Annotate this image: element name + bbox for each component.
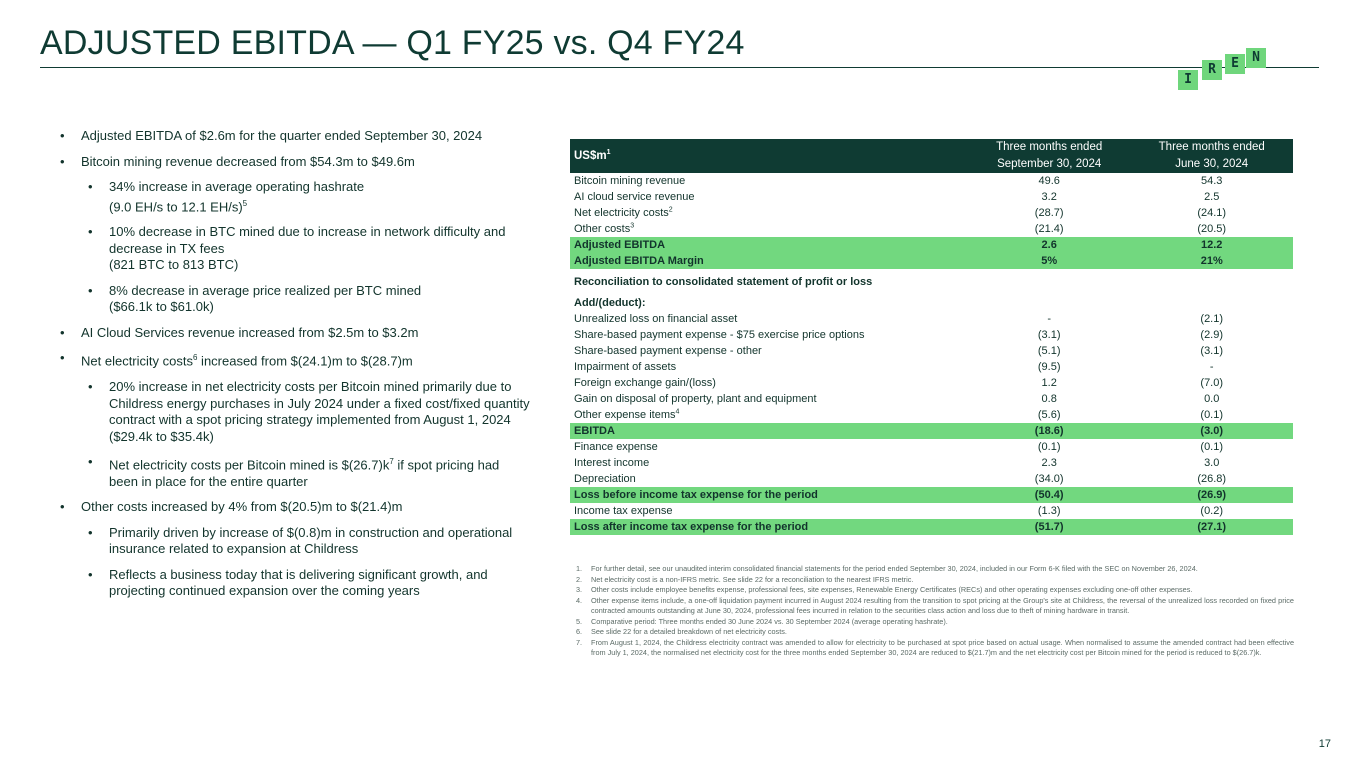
title-divider	[40, 67, 1319, 68]
row-value: (3.0)	[1130, 423, 1293, 439]
footnote-ref: 5	[242, 198, 248, 208]
list-item: • AI Cloud Services revenue increased from $2.5m to $3.2m	[60, 325, 530, 342]
row-value: 21%	[1130, 253, 1293, 269]
row-label: Bitcoin mining revenue	[574, 175, 686, 187]
row-value: (2.1)	[1200, 313, 1224, 325]
row-value: 49.6	[1038, 175, 1060, 187]
list-item	[60, 379, 530, 445]
list-item	[60, 224, 530, 274]
table-row	[570, 221, 1293, 237]
list-item: • Other costs increased by 4% from $(20.5)m to $(21.4)m	[60, 499, 530, 516]
row-label: Adjusted EBITDA	[570, 237, 968, 253]
row-label-text: Other expense items	[574, 409, 676, 421]
row-value: (7.0)	[1200, 377, 1224, 389]
table-row	[570, 503, 1293, 519]
row-value: (1.3)	[1037, 505, 1061, 517]
footnote-text: Comparative period: Three months ended 30 June 2024 vs. 30 September 2024 (average operating hashrate).	[591, 616, 948, 626]
row-value: (0.2)	[1200, 505, 1224, 517]
list-item	[60, 454, 530, 490]
table-row-highlight	[570, 237, 1293, 253]
column-header-q1-fy25-date: September 30, 2024	[968, 156, 1131, 173]
list-item-text: Net electricity costs per Bitcoin mined is $(26.7)k	[109, 457, 390, 473]
list-item: • Bitcoin mining revenue decreased from $54.3m to $49.6m	[60, 154, 530, 171]
row-value: (21.4)	[1034, 223, 1064, 235]
row-value: (20.5)	[1197, 223, 1227, 235]
footnote	[576, 627, 1294, 638]
row-value: 3.2	[1041, 191, 1057, 203]
table-row	[570, 439, 1293, 455]
row-value: -	[1047, 313, 1051, 325]
highlights-list	[60, 128, 530, 609]
table-row	[570, 359, 1293, 375]
list-item-text: (821 BTC to 813 BTC)	[109, 257, 239, 273]
list-item-text: Net electricity costs	[81, 353, 193, 369]
table-row	[570, 311, 1293, 327]
table-row	[570, 189, 1293, 205]
list-item-text: 34% increase in average operating hashrate	[109, 179, 365, 194]
footnote	[576, 585, 1294, 596]
footnote-number: 6.	[576, 627, 583, 636]
footnote-ref: 4	[675, 408, 680, 416]
footnote-text: See slide 22 for a detailed breakdown of net electricity costs.	[591, 627, 787, 636]
list-item	[60, 179, 530, 215]
row-value: (51.7)	[968, 519, 1131, 535]
row-value: 3.0	[1204, 457, 1220, 469]
row-label: Gain on disposal of property, plant and equipment	[574, 393, 817, 405]
table-section-heading	[570, 295, 1293, 311]
list-item-text: 8% decrease in average price realized per BTC mined	[109, 282, 422, 298]
row-label: Foreign exchange gain/(loss)	[574, 377, 716, 389]
list-item-text: ($66.1k to $61.0k)	[109, 299, 214, 315]
column-header-q4-fy24-date: June 30, 2024	[1130, 156, 1293, 173]
footnote-ref: 6	[192, 353, 198, 363]
row-label: Interest income	[574, 457, 650, 469]
footnote-text: From August 1, 2024, the Childress electricity contract was amended to allow for electricity to be purchased at spot price based on actual usage. When normalised to assume the amended contract had been effective from July 1, 2024, the normalised net electricity cost for the three months ended September 30, 2024 are reduced to $(21.7)m and the net electricity cost per Bitcoin mined for the period is reduced to $(26.7)k.	[591, 637, 1294, 657]
row-value: 54.3	[1201, 175, 1223, 187]
table-row-highlight	[570, 253, 1293, 269]
list-item-text: if spot pricing had been in place for the entire quarter	[109, 457, 500, 489]
list-item-text: 20% increase in net electricity costs per Bitcoin mined primarily due to Childress energy purchases in July 2024 under a fixed cost/fixed quantity contract with a spot pricing strategy implemented from August 1, 2024	[109, 379, 530, 428]
row-value: (50.4)	[968, 487, 1131, 503]
units-label: US$m	[574, 149, 607, 162]
footnote-text: Net electricity cost is a non-IFRS metric. See slide 22 for a reconciliation to the nearest IFRS metric.	[591, 574, 914, 584]
row-value: 1.2	[1041, 377, 1057, 389]
row-value: -	[1209, 361, 1214, 373]
footnote-number: 1.	[576, 564, 583, 573]
row-label: Impairment of assets	[574, 361, 677, 373]
row-label: Depreciation	[574, 473, 636, 485]
row-label: Adjusted EBITDA Margin	[570, 253, 968, 269]
footnote-ref: 7	[389, 457, 394, 467]
row-label	[570, 407, 968, 423]
footnote-number: 4.	[576, 595, 583, 605]
row-value: (2.9)	[1200, 329, 1224, 341]
footnote-text: For further detail, see our unaudited interim consolidated financial statements for the period ended September 30, 2024, included in our Form 6-K filed with the SEC on November 26, 2024.	[591, 564, 1198, 573]
column-header-q4-fy24: Three months ended	[1130, 139, 1293, 156]
section-heading: Add/(deduct):	[574, 297, 646, 309]
footnote	[576, 638, 1294, 659]
table-row	[570, 173, 1293, 189]
row-value: 0.0	[1204, 393, 1220, 405]
footnote-number: 3.	[576, 585, 583, 594]
table-row-highlight	[570, 487, 1293, 503]
column-header-q1-fy25: Three months ended	[968, 139, 1131, 156]
list-item: • Adjusted EBITDA of $2.6m for the quarter ended September 30, 2024	[60, 128, 530, 145]
footnote	[576, 564, 1294, 575]
row-value: 2.3	[1041, 457, 1057, 469]
row-value: (34.0)	[1034, 473, 1064, 485]
row-value: (3.1)	[1037, 329, 1061, 341]
section-heading: Reconciliation to consolidated statement of profit or loss	[574, 276, 873, 288]
row-value: (5.1)	[1037, 345, 1061, 357]
page-title: ADJUSTED EBITDA — Q1 FY25 vs. Q4 FY24	[40, 24, 745, 62]
column-header-units	[570, 139, 968, 173]
table-row	[570, 205, 1293, 221]
footnote	[576, 575, 1294, 586]
row-label: Unrealized loss on financial asset	[574, 313, 738, 325]
table-row	[570, 327, 1293, 343]
row-label	[570, 205, 968, 221]
row-value: (26.9)	[1130, 487, 1293, 503]
table-header-row	[570, 139, 1293, 156]
logo-letter: E	[1225, 54, 1245, 74]
row-value: 0.8	[1041, 393, 1057, 405]
row-label-text: Other costs	[574, 223, 631, 235]
footnote	[576, 617, 1294, 628]
row-label-text: Net electricity costs	[574, 207, 669, 219]
row-label: Finance expense	[574, 441, 658, 453]
row-label: Loss after income tax expense for the period	[570, 519, 968, 535]
footnote-ref: 1	[606, 148, 611, 156]
logo-letter: I	[1178, 70, 1198, 90]
footnote-number: 5.	[576, 616, 583, 626]
table-row	[570, 407, 1293, 423]
table-row	[570, 471, 1293, 487]
row-value: 2.5	[1204, 191, 1220, 203]
row-value: (9.5)	[1037, 361, 1061, 373]
row-value: (24.1)	[1197, 207, 1227, 219]
row-value: (0.1)	[1037, 441, 1061, 453]
list-item	[60, 350, 530, 370]
footnote-ref: 2	[668, 206, 673, 214]
table-row-highlight	[570, 519, 1293, 535]
row-value: (0.1)	[1200, 409, 1224, 421]
footnote	[576, 596, 1294, 617]
row-value: 5%	[968, 253, 1131, 269]
list-item-text: increased from $(24.1)m to $(28.7)m	[197, 353, 413, 369]
row-value: (28.7)	[1034, 207, 1064, 219]
footnote-text: Other expense items include, a one-off liquidation payment incurred in August 2024 resulting from the transition to spot pricing at the Group's site at Childress, the reversal of the unrealized loss recorded on fixed price contracted amounts outstanding at June 30, 2024, professional fees incurred in relation to the securities class action and loss due to theft of mining hardware in transit.	[591, 595, 1294, 615]
list-item-text: 10% decrease in BTC mined due to increase in network difficulty and decrease in TX fees	[109, 224, 506, 256]
row-label: Share-based payment expense - $75 exercise price options	[574, 329, 865, 341]
table-row	[570, 391, 1293, 407]
footnotes	[576, 564, 1294, 659]
list-item-text: ($29.4k to $35.4k)	[109, 428, 214, 444]
row-value: (26.8)	[1197, 473, 1227, 485]
logo-letter: N	[1246, 48, 1266, 68]
logo-letter: R	[1202, 60, 1222, 80]
table-row	[570, 343, 1293, 359]
row-label: Income tax expense	[574, 505, 673, 517]
list-item	[60, 283, 530, 316]
row-value: 12.2	[1130, 237, 1293, 253]
table-section-heading	[570, 274, 1293, 290]
row-value: (18.6)	[968, 423, 1131, 439]
row-value: (3.1)	[1200, 345, 1224, 357]
footnote-ref: 3	[630, 222, 635, 230]
row-value: (0.1)	[1200, 441, 1224, 453]
iren-logo	[1176, 48, 1266, 94]
page-number: 17	[1318, 738, 1331, 750]
row-value: 2.6	[968, 237, 1131, 253]
list-item: • Primarily driven by increase of $(0.8)m in construction and operational insurance related to expansion at Childress	[60, 525, 530, 558]
row-label: AI cloud service revenue	[574, 191, 695, 203]
table-row	[570, 375, 1293, 391]
footnote-text: Other costs include employee benefits expense, professional fees, site expenses, Renewable Energy Certificates (RECs) and other operating expenses excluding one-off other expenses.	[591, 585, 1193, 594]
footnote-number: 7.	[576, 637, 583, 647]
row-value: (27.1)	[1130, 519, 1293, 535]
footnote-number: 2.	[576, 574, 583, 584]
table-row	[570, 455, 1293, 471]
list-item-text: (9.0 EH/s to 12.1 EH/s)	[109, 198, 243, 214]
row-label: EBITDA	[570, 423, 968, 439]
table-row-highlight	[570, 423, 1293, 439]
row-label	[570, 221, 968, 237]
row-label: Share-based payment expense - other	[574, 345, 762, 357]
ebitda-table	[570, 139, 1293, 535]
row-value: (5.6)	[1037, 409, 1061, 421]
row-label: Loss before income tax expense for the period	[570, 487, 968, 503]
list-item: • Reflects a business today that is delivering significant growth, and projecting continued expansion over the coming years	[60, 567, 530, 600]
